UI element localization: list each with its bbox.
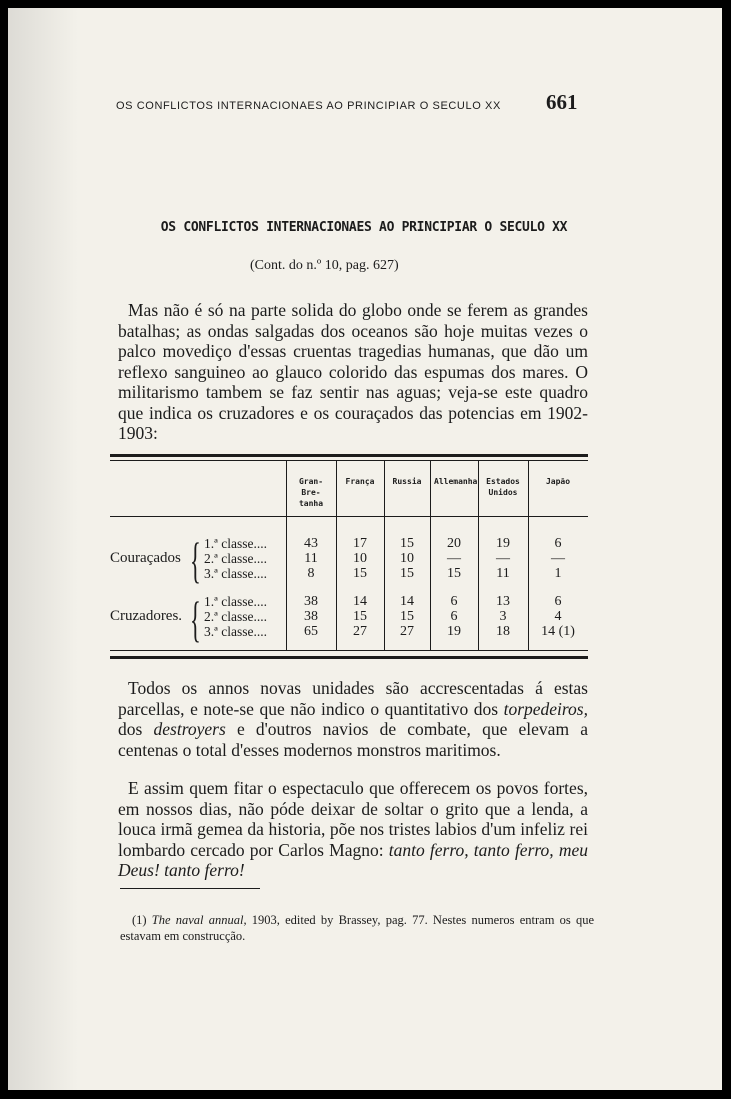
table-cell: 10 (400, 551, 414, 566)
class-label: 3.ª classe.... (204, 624, 267, 639)
paragraph-3-text: E assim quem fitar o espectaculo que offerecem os povos fortes, em nossos dias, não póde deixar de soltar o grito que a lenda, a louca irmã gemea da historia, põe nos tristes labios d'um infeliz rei lombardo cercado por Carlos Magno: (118, 778, 588, 860)
table-cell: 15 (400, 536, 414, 551)
paragraph-1-text: Mas não é só na parte solida do globo onde se ferem as grandes batalhas; as ondas salgadas dos oceanos são hoje muitas vezes o palco movediço d'essas cruentas tragedias humanas, que dão um reflexo sanguineo ao glauco colorido das espumas dos mares. O militarismo tambem se faz sentir nas aguas; veja-se este quadro que indica os cruzadores e os couraçados das potencias em 1902-1903: (118, 300, 588, 443)
table-cell: — (447, 551, 461, 566)
running-head: OS CONFLICTOS INTERNACIONAES AO PRINCIPIAR O SECULO XX (116, 100, 501, 112)
page-number: 661 (546, 90, 578, 114)
table-cell: 1 (554, 566, 562, 581)
column-header-russia: Russia (392, 477, 422, 486)
class-label: 2.ª classe.... (204, 609, 267, 624)
table-cell: 27 (353, 624, 367, 639)
class-label: 1.ª classe.... (204, 594, 267, 609)
table-cell: 6 (450, 609, 458, 624)
footnote-marker: (1) (132, 913, 152, 927)
footnote-text: 1903, edited by Brassey, pag. 77. Nestes numeros entram os que estavam em construcção. (120, 913, 594, 943)
column-divider (430, 461, 431, 650)
table-cell: 14 (400, 594, 414, 609)
table-cell: 43 (304, 536, 318, 551)
table-cell: 20 (447, 536, 461, 551)
table-cell: 15 (353, 609, 367, 624)
table-cell: 15 (353, 566, 367, 581)
footnote (120, 912, 594, 944)
table-cell: — (496, 551, 510, 566)
fleet-table (110, 454, 588, 660)
table-cell: 15 (400, 566, 414, 581)
table-cell: 15 (400, 609, 414, 624)
table-cell: 10 (353, 551, 367, 566)
column-divider (478, 461, 479, 650)
table-cell: — (551, 551, 565, 566)
paragraph-2-text: dos (118, 719, 154, 739)
italic-destroyers: destroyers (153, 719, 226, 739)
column-header-gran-bretanha: Gran-Bre-tanha (298, 477, 324, 508)
table-bottom-rule (110, 656, 588, 659)
table-cell: 13 (496, 594, 510, 609)
table-cell: 11 (496, 566, 510, 581)
paragraph-2-text: Todos os annos novas unidades são accrescentadas á estas parcellas, e note-se que não indico o quantitativo dos (118, 678, 588, 719)
table-top-rule (110, 454, 588, 457)
paragraph-1 (118, 300, 588, 444)
table-cell: 6 (554, 536, 562, 551)
table-cell: 4 (554, 609, 562, 624)
table-cell: 14 (1) (541, 624, 575, 639)
table-cell: 19 (447, 624, 461, 639)
table-cell: 27 (400, 624, 414, 639)
group-label-cruzadores: Cruzadores. (110, 608, 183, 624)
table-cell: 15 (447, 566, 461, 581)
table-cell: 6 (554, 594, 562, 609)
table-cell: 38 (304, 594, 318, 609)
brace-icon: { (190, 532, 201, 588)
continuation-note: (Cont. do n.º 10, pag. 627) (250, 258, 399, 273)
class-label: 2.ª classe.... (204, 551, 267, 566)
class-label: 3.ª classe.... (204, 566, 267, 581)
book-page (8, 8, 722, 1090)
table-cell: 38 (304, 609, 318, 624)
italic-torpedeiros: torpedeiros, (503, 698, 588, 719)
paragraph-3 (118, 778, 588, 881)
table-cell: 65 (304, 624, 318, 639)
class-label: 1.ª classe.... (204, 536, 267, 551)
table-cell: 19 (496, 536, 510, 551)
table-cell: 17 (353, 536, 367, 551)
table-header-rule (110, 516, 588, 517)
column-header-allemanha: Allemanha (434, 477, 478, 486)
footnote-rule (120, 888, 260, 889)
group-label-couracados: Couraçados (110, 550, 181, 566)
table-bottom-rule-thin (110, 650, 588, 651)
table-cell: 3 (499, 609, 507, 624)
table-cell: 11 (304, 551, 318, 566)
paragraph-2-text: e d'outros navios de combate, que elevam a centenas o total d'esses modernos monstros maritimos. (118, 719, 589, 760)
column-header-franca: França (345, 477, 375, 486)
italic-quote: tanto ferro, tanto ferro, meu Deus! tanto ferro! (118, 839, 588, 880)
table-cell: 6 (450, 594, 458, 609)
column-header-estados-unidos: Estados Unidos (486, 477, 520, 497)
column-header-japao: Japão (545, 477, 571, 486)
table-cell: 14 (353, 594, 367, 609)
table-cell: 18 (496, 624, 510, 639)
footnote-source: The naval annual, (151, 913, 247, 927)
table-cell: 8 (307, 566, 315, 581)
article-title: OS CONFLICTOS INTERNACIONAES AO PRINCIPIAR O SECULO XX (160, 220, 568, 235)
brace-icon: { (190, 591, 201, 647)
column-divider (336, 461, 337, 650)
column-divider (528, 461, 529, 650)
table-top-rule-thin (110, 460, 588, 461)
paragraph-2 (118, 678, 588, 760)
column-divider (384, 461, 385, 650)
column-divider (286, 461, 287, 650)
